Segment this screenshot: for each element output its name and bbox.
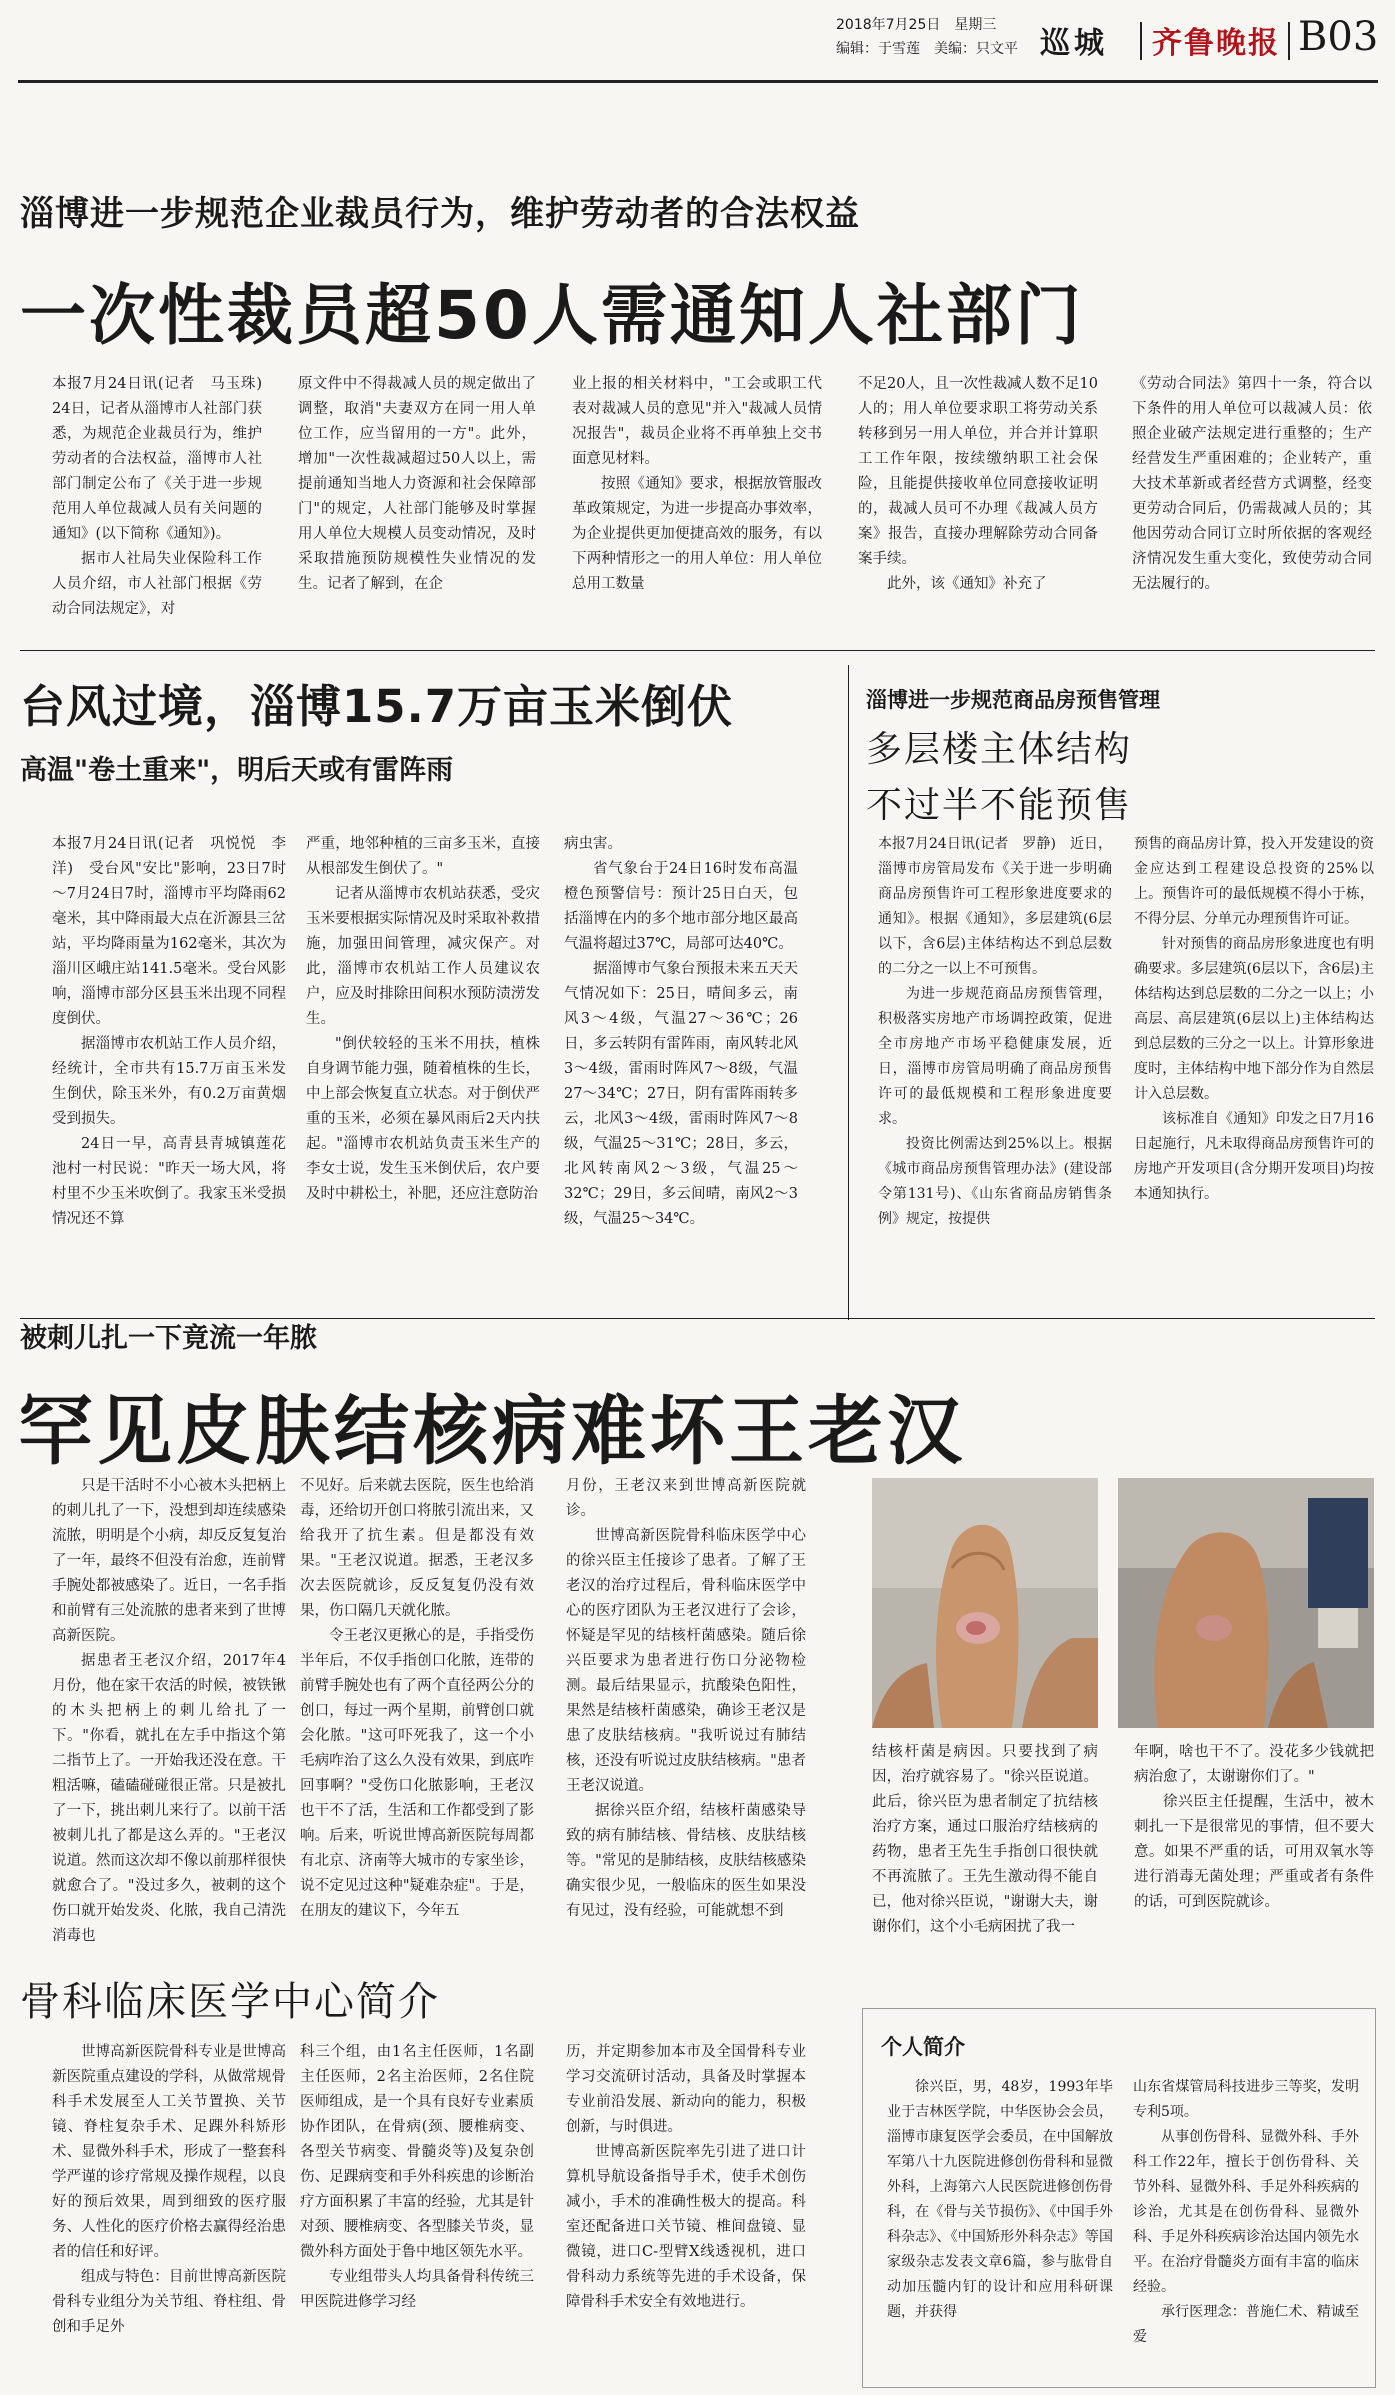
- story2-story3-divider: [848, 665, 849, 1320]
- bio-col2-p3: 承行医理念：普施仁术、精诚至爱: [1133, 2304, 1359, 2345]
- story2-col1-p3: 24日一早，高青县青城镇莲花池村一村民说："昨天一场大风，将村里不少玉米吹倒了。我家玉米受损情况还不算: [52, 1136, 286, 1227]
- bio-title: 个人简介: [881, 2035, 965, 2059]
- story5-col3: [566, 2040, 806, 2390]
- story2-subheadline: 高温"卷土重来"，明后天或有雷阵雨: [20, 755, 454, 786]
- story4-col5: [1134, 1740, 1374, 1954]
- story4-col5-p1: 年啊，啥也干不了。没花多少钱就把病治愈了，太谢谢你们了。": [1134, 1744, 1374, 1785]
- bio-col2: [1133, 2075, 1359, 2381]
- story1-col5-p1: 《劳动合同法》第四十一条，符合以下条件的用人单位可以裁减人员：依照企业破产法规定进行重整的；生产经营发生严重困难的；企业转产，重大技术革新或者经营方式调整，经变更劳动合同后，仍需裁减人员的；其他因劳动合同订立时所依据的客观经济情况发生重大变化，致使劳动合同无法履行的。: [1132, 376, 1372, 592]
- story5-col2-p1: 科三个组，由1名主任医师，1名副主任医师，2名主治医师，2名住院医师组成，是一个具有良好专业素质协作团队，在骨病(颈、腰椎病变、各型关节病变、骨髓炎等)及复杂创伤、足踝病变和手外科疾患的诊断治疗方面积累了丰富的经验，尤其是针对颈、腰椎病变、各型膝关节炎，显微外科方面处于鲁中地区领先水平。: [300, 2044, 534, 2260]
- story2-col2-p2: 记者从淄博市农机站获悉，受灾玉米要根据实际情况及时采取补救措施，加强田间管理，减灾保产。对此，淄博市农机站工作人员建议农户，应及时排除田间积水预防渍涝发生。: [306, 886, 540, 1027]
- bio-col1: [887, 2075, 1113, 2381]
- story4-col3-p3: 据徐兴臣介绍，结核杆菌感染导致的病有肺结核、骨结核、皮肤结核等。"常见的是肺结核，皮肤结核感染确实很少见，一般临床的医生如果没有见过，没有经验，可能就想不到: [566, 1803, 806, 1919]
- story3-col2-p1: 预售的商品房计算，投入开发建设的资金应达到工程建设总投资的25%以上。预售许可的最低规模不得小于栋，不得分层、分单元办理预售许可证。: [1134, 836, 1374, 927]
- story1-col4-p2: 此外，该《通知》补充了: [887, 576, 1047, 592]
- story5-col1: [52, 2040, 286, 2390]
- story1-col1-p1: 本报7月24日讯(记者 马玉珠) 24日，记者从淄博市人社部门获悉，为规范企业裁员行为，维护劳动者的合法权益，淄博市人社部门制定公布了《关于进一步规范用人单位裁减人员有关问题的通知》(以下简称《通知》)。: [52, 376, 277, 542]
- story1-col2: [298, 372, 536, 630]
- story5-col1-p1: 世博高新医院骨科专业是世博高新医院重点建设的学科，从做常规骨科手术发展至人工关节置换、关节镜、脊柱复杂手术、足踝外科矫形术、显微外科手术，形成了一整套科学严谨的诊疗常规及操作规程，以良好的预后效果，周到细致的医疗服务、人性化的医疗价格去赢得经治患者的信任和好评。: [52, 2044, 286, 2260]
- story1-bottom-rule: [20, 650, 1375, 651]
- story4-col1: [52, 1474, 286, 1954]
- story4-col3: [566, 1474, 806, 1954]
- story3-headline-line2: 不过半不能预售: [866, 785, 1133, 826]
- story1-kicker: 淄博进一步规范企业裁员行为，维护劳动者的合法权益: [20, 194, 860, 234]
- story1-col1-p2: 据市人社局失业保险科工作人员介绍，市人社部门根据《劳动合同法规定》，对: [52, 551, 262, 617]
- story3-col1: [878, 832, 1112, 1317]
- story3-col1-p2: 为进一步规范商品房预售管理，积极落实房地产市场调控政策，促进全市房地产市场平稳健康发展，近日，淄博市房管局明确了商品房预售许可的最低规模和工程形象进度要求。: [878, 986, 1112, 1127]
- story2-col1-p2: 据淄博市农机站工作人员介绍，经统计，全市共有15.7万亩玉米发生倒伏，除玉米外，有0.2万亩黄烟受到损失。: [52, 1036, 286, 1127]
- masthead-rule: [18, 80, 1378, 83]
- story5-col2: [300, 2040, 534, 2390]
- story3-col2: [1134, 832, 1374, 1317]
- story4-col2: [300, 1474, 534, 1954]
- story2-headline: 台风过境，淄博15.7万亩玉米倒伏: [20, 680, 734, 733]
- finger-lesion-photo: [872, 1478, 1098, 1728]
- bio-col2-p2: 从事创伤骨科、显微外科、手外科工作22年，擅长于创伤骨科、关节外科、显微外科、手足外科疾病的诊治，尤其是在创伤骨科、显微外科、手足外科疾病诊治达国内领先水平。在治疗骨髓炎方面有丰富的临床经验。: [1133, 2129, 1359, 2295]
- story4-kicker: 被刺儿扎一下竟流一年脓: [20, 1323, 317, 1354]
- story1-col3-p2: 按照《通知》要求，根据放管服改革政策规定，为进一步提高办事效率，为企业提供更加便捷高效的服务，有以下两种情形之一的用人单位：用人单位总用工数量: [572, 476, 822, 592]
- masthead-editors: 编辑：于雪莲 美编：只文平: [836, 41, 1018, 57]
- story5-col2-p2: 专业组带头人均具备骨科传统三甲医院进修学习经: [300, 2269, 534, 2310]
- story1-headline: 一次性裁员超50人需通知人社部门: [20, 277, 1084, 354]
- masthead-divider: [1140, 22, 1142, 60]
- story4-col3-p2: 世博高新医院骨科临床医学中心的徐兴臣主任接诊了患者。了解了王老汉的治疗过程后，骨科临床医学中心的医疗团队为王老汉进行了会诊，怀疑是罕见的结核杆菌感染。随后徐兴臣要求为患者进行伤口分泌物检测。最后结果显示，抗酸染色阳性，果然是结核杆菌感染，确诊王老汉是患了皮肤结核病。"我听说过有肺结核，还没有听说过皮肤结核病。"患者王老汉说道。: [566, 1528, 806, 1794]
- story5-col3-p1: 历，并定期参加本市及全国骨科专业学习交流研讨活动，具备及时掌握本专业前沿发展、新动向的能力，积极创新，与时俱进。: [566, 2044, 806, 2135]
- story3-col2-p2: 针对预售的商品房形象进度也有明确要求。多层建筑(6层以下，含6层)主体结构达到总层数的二分之一以上；小高层、高层建筑(6层以上)主体结构达到总层数的三分之一以上。计算形象进度时，主体结构中地下部分作为自然层计入总层数。: [1134, 936, 1374, 1102]
- story3-kicker: 淄博进一步规范商品房预售管理: [866, 688, 1160, 712]
- story3-col1-p1: 本报7月24日讯(记者 罗静) 近日，淄博市房管局发布《关于进一步明确商品房预售许可工程形象进度要求的通知》。根据《通知》，多层建筑(6层以下，含6层)主体结构达不到总层数的二分之一以上不可预售。: [878, 836, 1112, 977]
- masthead-date: 2018年7月25日 星期三: [836, 17, 997, 33]
- story4-headline: 罕见皮肤结核病难坏王老汉: [18, 1387, 967, 1475]
- story2-col3: [564, 832, 798, 1317]
- story4-col3-p1: 月份，王老汉来到世博高新医院就诊。: [566, 1478, 806, 1519]
- story1-col4-p1: 不足20人，且一次性裁减人数不足10人的；用人单位要求职工将劳动关系转移到另一用人单位，并合并计算职工工作年限，按续缴纳职工社会保险，且能提供接收单位同意接收证明的，裁减人员可不办理《裁减人员方案》报告，直接办理解除劳动合同备案手续。: [858, 376, 1098, 567]
- story4-col5-p2: 徐兴臣主任提醒，生活中，被木刺扎一下是很常见的事情，但不要大意。如果不严重的话，可用双氧水等进行消毒无菌处理；严重或者有条件的话，可到医院就诊。: [1134, 1794, 1374, 1910]
- masthead-page-number: B03: [1298, 14, 1379, 60]
- story1-col2-p1: 原文件中不得裁减人员的规定做出了调整，取消"夫妻双方在同一用人单位工作，应当留用的一方"。此外，增加"一次性裁减超过50人以上，需提前通知当地人力资源和社会保障部门"的规定，人社部门能够及时掌握用人单位大规模人员变动情况，及时采取措施预防规模性失业情况的发生。记者了解到，在企: [298, 376, 536, 592]
- masthead: [0, 0, 1395, 75]
- story5-headline: 骨科临床医学中心简介: [20, 1979, 440, 2025]
- story2-col2-p1: 严重，地邻种植的三亩多玉米，直接从根部发生倒伏了。": [306, 836, 540, 877]
- story1-col1: [52, 372, 277, 630]
- hand-lesion-photo: [1118, 1478, 1374, 1728]
- story2-col3-p2: 省气象台于24日16时发布高温橙色预警信号：预计25日白天，包括淄博在内的多个地市部分地区最高气温将超过37℃，局部可达40℃。: [564, 861, 798, 952]
- story3-col1-p3: 投资比例需达到25%以上。根据《城市商品房预售管理办法》(建设部令第131号)、《山东省商品房销售条例》规定，按提供: [878, 1136, 1112, 1227]
- story4-col2-p1: 不见好。后来就去医院，医生也给消毒，还给切开创口将脓引流出来，又给我开了抗生素。但是都没有效果。"王老汉说道。据悉，王老汉多次去医院就诊，反反复复仍没有效果，伤口隔几天就化脓。: [300, 1478, 534, 1619]
- story5-col1-p2: 组成与特色：目前世博高新医院骨科专业组分为关节组、脊柱组、骨创和手足外: [52, 2269, 286, 2335]
- bio-box: [862, 2008, 1376, 2388]
- story4-col4: [872, 1740, 1098, 1954]
- bio-col2-p1: 山东省煤管局科技进步三等奖，发明专利5项。: [1133, 2079, 1359, 2120]
- masthead-divider-2: [1288, 22, 1290, 60]
- story1-col4: [858, 372, 1098, 630]
- story2-col3-p1: 病虫害。: [564, 836, 622, 852]
- bio-col1-p1: 徐兴臣，男，48岁，1993年毕业于吉林医学院，中华医协会会员，淄博市康复医学会委员，在中国解放军第八十九医院进修创伤骨科和显微外科，上海第六人民医院进修创伤骨科，在《骨与关节损伤》、《中国手外科杂志》、《中国矫形外科杂志》等国家级杂志发表文章6篇，参与肱骨自动加压髓内钉的设计和应用科研课题，并获得: [887, 2079, 1113, 2320]
- story1-col5: [1132, 372, 1372, 630]
- story1-col3: [572, 372, 822, 630]
- masthead-paper-logo: 齐鲁晚报: [1152, 26, 1280, 61]
- story2-col3-p3: 据淄博市气象台预报未来五天天气情况如下：25日，晴间多云，南风3～4级，气温27～36℃；26日，多云转阴有雷阵雨，南风转北风3～4级，雷雨时阵风7～8级，气温27～34℃；27日，阴有雷阵雨转多云，北风3～4级，雷雨时阵风7～8级，气温25～31℃；28日，多云，北风转南风2～3级，气温25～32℃；29日，多云间晴，南风2～3级，气温25～34℃。: [564, 961, 798, 1227]
- story2-col2-p3: "倒伏较轻的玉米不用扶，植株自身调节能力强，随着植株的生长，中上部会恢复直立状态。对于倒伏严重的玉米，必须在暴风雨后2天内扶起。"淄博市农机站负责玉米生产的李女士说，发生玉米倒伏后，农户要及时中耕松土，补肥，还应注意防治: [306, 1036, 540, 1202]
- story4-col4-p1: 结核杆菌是病因。只要找到了病因，治疗就容易了。"徐兴臣说道。此后，徐兴臣为患者制定了抗结核治疗方案，通过口服治疗结核病的药物，患者王先生手指创口很快就不再流脓了。王先生激动得不能自已，他对徐兴臣说，"谢谢大夫，谢谢你们，这个小毛病困扰了我一: [872, 1744, 1098, 1935]
- story2-col1: [52, 832, 286, 1317]
- story5-col3-p2: 世博高新医院率先引进了进口计算机导航设备指导手术，使手术创伤减小，手术的准确性极大的提高。科室还配备进口关节镜、椎间盘镜、显微镜，进口C-型臂X线透视机，进口骨科动力系统等先进的手术设备，保障骨科手术安全有效地进行。: [566, 2144, 806, 2310]
- story4-col1-p2: 据患者王老汉介绍，2017年4月份，他在家干农活的时候，被铁锹的木头把柄上的刺儿给扎了一下。"你看，就扎在左手中指这个第二指节上了。一开始我还没在意。干粗活嘛，磕磕碰碰很正常。只是被扎了一下，挑出刺儿来行了。以前干活被刺儿扎了都是这么弄的。"王老汉说道。然而这次却不像以前那样很快就愈合了。"没过多久，被刺的这个伤口就开始发炎、化脓，我自己清洗消毒也: [52, 1653, 286, 1944]
- story4-col2-p2: 令王老汉更揪心的是，手指受伤半年后，不仅手指创口化脓，连带的前臂手腕处也有了两个直径两公分的创口，每过一两个星期，前臂创口就会化脓。"这可吓死我了，这一个小毛病咋治了这么久没有效果，到底咋回事啊？"受伤口化脓影响，王老汉也干不了活，生活和工作都受到了影响。后来，听说世博高新医院每周都有北京、济南等大城市的专家坐诊，说不定见过这种"疑难杂症"。于是，在朋友的建议下，今年五: [300, 1628, 534, 1919]
- story1-col3-p1: 业上报的相关材料中，"工会或职工代表对裁减人员的意见"并入"裁减人员情况报告"，裁员企业将不再单独上交书面意见材料。: [572, 376, 822, 467]
- masthead-section: 巡城: [1040, 26, 1108, 61]
- story4-col1-p1: 只是干活时不小心被木头把柄上的刺儿扎了一下，没想到却连续感染流脓，明明是个小病，却反反复复治了一年，最终不但没有治愈，连前臂手腕处都被感染了。近日，一名手指和前臂有三处流脓的患者来到了世博高新医院。: [52, 1478, 286, 1644]
- story3-headline-line1: 多层楼主体结构: [866, 729, 1133, 770]
- story3-col2-p3: 该标准自《通知》印发之日7月16日起施行，凡未取得商品房预售许可的房地产开发项目(含分期开发项目)均按本通知执行。: [1134, 1111, 1374, 1202]
- story2-col2: [306, 832, 540, 1317]
- story2-col1-p1: 本报7月24日讯(记者 巩悦悦 李洋) 受台风"安比"影响，23日7时～7月24日7时，淄博市平均降雨62毫米，其中降雨最大点在沂源县三岔站，平均降雨量为162毫米，其次为淄川区峨庄站141.5毫米。受台风影响，淄博市部分区县玉米出现不同程度倒伏。: [52, 836, 286, 1027]
